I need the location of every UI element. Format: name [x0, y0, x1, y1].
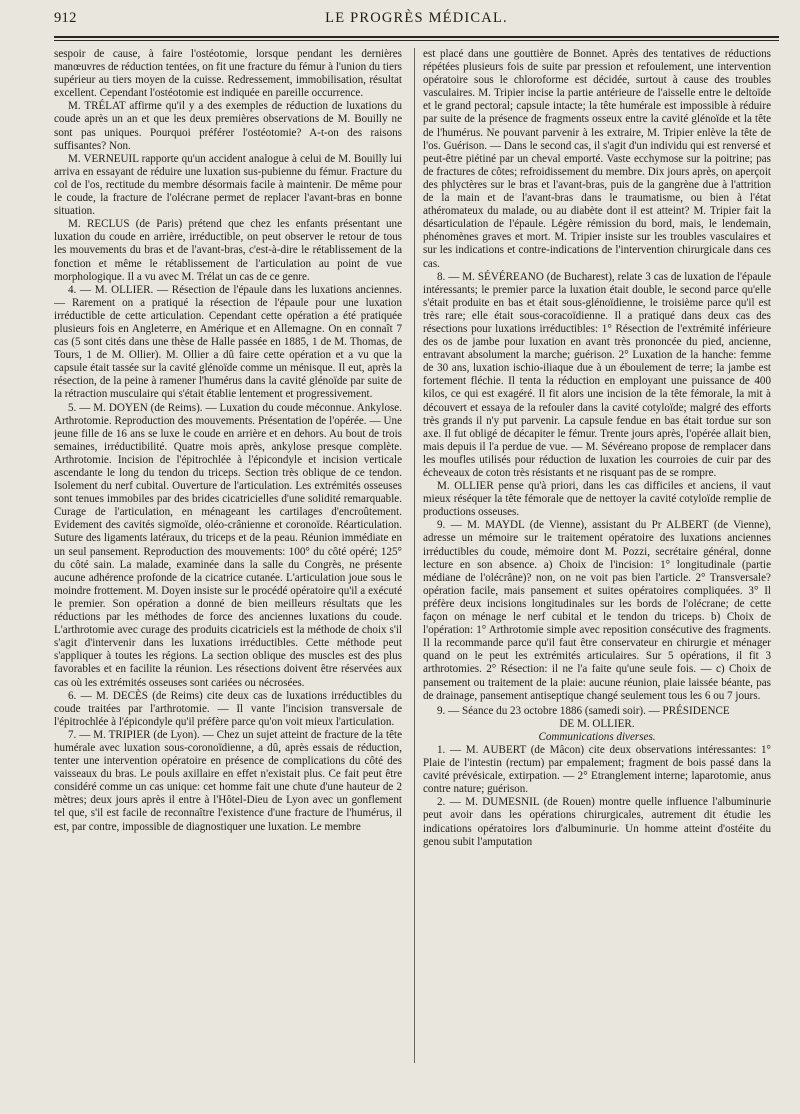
header-rule-thick [54, 36, 779, 38]
session-president: DE M. OLLIER. [559, 717, 635, 730]
paragraph: 8. — M. SÉVÉREANO (de Bucharest), relate 3 cas de luxation de l'épaule intéressants; le premier parce la luxation était double, le second parce qu'elle s'était produite en bas et était sous-glénoïdienne, le troisième parce qu'il est très rare; elle était sous-coracoïdienne. Il a pratiqué dans deux cas des résections pour luxations irréductibles: 1° Résection de l'extrémité inférieure des os de jambe pour luxation en avant très prononcée du pied, ancienne, entravant absolument la marche; guérison. 2° Luxation de la hanche: femme de 30 ans, luxation ischio-iliaque due à un éboulement de terre; la jambe est fortement fléchie. Il tenta la réduction en employant une puissance de 400 kilos, ce qui est exagéré. Il fit alors une incision de la tête fémorale, la mit à découvert et essaya de la refouler dans la cavité cotyloïde; malgré des efforts très grands il n'y put parvenir. La capsule fendue en bas était tordue sur son axe. Il fut obligé de décapiter le fémur. Trente jours après, l'opérée allait bien, mais depuis il l'a perdue de vue. — M. Sévéreano propose de remplacer dans les moufles utilisés pour réduction de luxation les courroies de cuir par des écheveaux de coton très résistants et ne risquant pas de se rompre. [423, 270, 771, 479]
journal-title: LE PROGRÈS MÉDICAL. [325, 10, 508, 26]
section-subtitle: Communications diverses. [538, 730, 656, 743]
left-column [54, 48, 402, 1108]
right-column [423, 48, 771, 1108]
paragraph: M. OLLIER pense qu'à priori, dans les cas difficiles et anciens, il vaut mieux réséquer la tête fémorale que de nettoyer la cavité cotyloïde remplie de productions osseuses. [423, 480, 771, 519]
column-divider [414, 48, 415, 1063]
page-number: 912 [54, 10, 77, 26]
paragraph: M. VERNEUIL rapporte qu'un accident analogue à celui de M. Bouilly lui arriva en essayant de réduire une luxation sus-pubienne du fémur. Fracture du col de l'os, rectitude du membre désormais facile à maintenir. De même pour le coude, la fracture de l'olécrane permet de replacer l'avant-bras en bonne situation. [54, 152, 402, 218]
paragraph: 7. — M. TRIPIER (de Lyon). — Chez un sujet atteint de fracture de la tête humérale avec luxation sous-coronoïdienne, a dû, après essais de réduction, tenter une intervention opératoire en présence de complications du côté des vaisseaux du bras. Le pouls axillaire en effet n'existait plus. Ce fait peut être considéré comme un cas unique: cet homme fait une chute d'une hauteur de 2 mètres; deux jours après il entre à l'Hôtel-Dieu de Lyon avec un gonflement tel que, s'il est facile de reconnaître l'existence d'une fracture de l'humérus, il est, par contre, impossible de diagnostiquer une luxation. Le membre [54, 728, 402, 833]
paragraph: 1. — M. AUBERT (de Mâcon) cite deux observations intéressantes: 1° Plaie de l'intestin (rectum) par empalement; fragment de bois passé dans la cavité prévésicale, extirpation. — 2° Etranglement interne; laparotomie, anus contre nature; guérison. [423, 743, 771, 796]
paragraph: M. TRÉLAT affirme qu'il y a des exemples de réduction de luxations du coude après un an et que les deux premières observations de M. Bouilly ne sont pas uniques. Pourquoi préférer l'ostéotomie? A-t-on des raisons suffisantes? Non. [54, 100, 402, 152]
paragraph: 2. — M. DUMESNIL (de Rouen) montre quelle influence l'albuminurie peut avoir dans les opérations chirurgicales, autrement dit étudie les indications opératoires lors d'albuminurie. Un homme atteint d'ostéite du genou subit l'amputation [423, 796, 771, 848]
paragraph: 6. — M. DECÈS (de Reims) cite deux cas de luxations irréductibles du coude traitées par l'arthrotomie. — Il vante l'incision transversale de l'épitrochlée à l'épicondyle qu'il préfère parce qu'on voit mieux l'articulation. [54, 689, 402, 728]
paragraph: 4. — M. OLLIER. — Résection de l'épaule dans les luxations anciennes. — Rarement on a pratiqué la résection de l'épaule pour une luxation irréductible de cette articulation. Cependant cette opération a été pratiquée plusieurs fois en Angleterre, en Amérique et en Allemagne. On en connaît 7 cas (5 sont cités dans une thèse de Halle passée en 1885, 1 de M. Thomas, de Tours, 1 de M. Ollier). M. Ollier a dû faire cette opération et a vu que la capsule était tassée sur la cavité glénoïde comme un ménisque. Il eut, après la résection, de la peine à ramener l'humérus dans la cavité glénoïde par suite de la rétraction musculaire qui s'était établie lentement et progressivement. [54, 283, 402, 401]
header-rule-thin [54, 40, 779, 41]
paragraph: 9. — M. MAYDL (de Vienne), assistant du Pr ALBERT (de Vienne), adresse un mémoire sur le traitement opératoire des luxations anciennes irréductibles du coude, mémoire dont M. Pozzi, secrétaire général, donne lecture en son absence. a) Choix de l'incision: 1° longitudinale (partie médiane de l'olécrâne)? non, on ne voit pas bien l'article. 2° Transversale? opération facile, mais pansement et suites opératoires compliquées. 3° Il préfère deux incisions longitudinales sur les bords de l'olécrane; de cette façon on ménage le nerf cubital et le tendon du triceps. b) Choix de l'opération: 1° Arthrotomie simple avec reposition consécutive des fragments. Il la recommande parce qu'il faut être conservateur en chirurgie et ménager quand on le peut les extrémités articulaires. Sur 5 opérations, il fit 3 arthrotomies. 2° Résection: il ne l'a faite qu'une seule fois. — c) Choix de pansement ou traitement de la plaie: aucune réunion, plaie laissée béante, pas de drainage, pansement antiseptique changé seulement tous les 6 ou 7 jours. [423, 519, 771, 702]
session-heading: 9. — Séance du 23 octobre 1886 (samedi soir). — PRÉSIDENCE [437, 704, 730, 717]
paragraph: est placé dans une gouttière de Bonnet. Après des tentatives de réductions répétées plusieurs fois de suite par pression et refoulement, une intervention opératoire sous le chloroforme est décidée, surtout à cause des troubles vasculaires. M. Tripier incise la partie antérieure de l'aisselle entre le deltoïde et le grand pectoral; capsule intacte; la tête humérale est impossible à réduire par suite de la présence de fragments osseux entre la cavité glénoïde et la tête de l'humérus. Ne pouvant parvenir à les extraire, M. Tripier enlève la tête de l'os. Guérison. — Dans le second cas, il s'agit d'un individu qui est renversé et peut-être piétiné par un cheval emporté. Vaste ecchymose sur la poitrine; pas de fractures de côtes; refroidissement du membre. Dix jours après, on aperçoit des phlyctères sur le bras et l'avant-bras, puis de la gangrène due à l'attrition de la main et de l'avant-bras dans le traumatisme, ou bien à l'état athéromateux du malade, ou au diabète dont il est atteint? M. Tripier fait la désarticulation de l'épaule. Légère rémission du bord, mais, le lendemain, phénomènes graves et mort. M. Tripier insiste sur les troubles vasculaires et sur les indications et contre-indications de l'intervention chirurgicale dans ces cas. [423, 48, 771, 270]
paragraph: M. RECLUS (de Paris) prétend que chez les enfants présentant une luxation du coude en arrière, irréductible, on peut observer le retour de tous les mouvements du bras et de l'avant-bras, c'est-à-dire le rétablissement de la fonction et même le rétablissement de l'articulation au point de vue morphologique. Il a vu avec M. Trélat un cas de ce genre. [54, 218, 402, 283]
page-header [54, 10, 779, 34]
paragraph: 5. — M. DOYEN (de Reims). — Luxation du coude méconnue. Ankylose. Arthrotomie. Reproduction des mouvements. Présentation de l'opérée. — Une jeune fille de 16 ans se luxe le coude en arrière et en dehors. Au bout de trois semaines, irréductibilité. Quatre mois après, ankylose presque complète. Arthrotomie. Incision de l'épitrochlée à l'épicondyle et incision verticale ascendante le long du tendon du triceps. Section très oblique de ce tendon. Isolement du nerf cubital. Ouverture de l'articulation. Les extrémités osseuses sont tenues immobiles par des brides cicatricielles d'une solidité remarquable. Curage de l'articulation, en ménageant les cartilages d'encroûtement. Evidement des cavités sigmoïde, oléo-crânienne et coronoïde. Réarticulation. Suture des ligaments latéraux, du triceps et de la peau. Réunion immédiate en un seul pansement. Reproduction des mouvements: 100° du côté opéré; 125° du côté sain. La malade, examinée dans la salle du Congrès, ne présente aucune adhérence profonde de la cicatrice cutanée. L'articulation joue sous le moindre frottement. M. Doyen insiste sur le procédé opératoire qu'il a exécuté le premier. Son opération a donné de bien meilleurs résultats que les réductions par les méthodes de force des anciennes luxations du coude. L'arthrotomie avec curage des produits cicatriciels est la méthode de choix s'il s'agit d'intervenir dans les luxations irréductibles. Cette méthode peut s'appliquer à toutes les régions. La section oblique des muscles est des plus favorables et en facilite la réunion. Les résections doivent être réservées aux cas où les extrémités osseuses sont cariées ou nécrosées. [54, 401, 402, 689]
paragraph: sespoir de cause, à faire l'ostéotomie, lorsque pendant les dernières manœuvres de réduction tentées, on fit une fracture du fémur à l'union du tiers supérieur au tiers moyen de la cuisse. Redressement, immobilisation, résultat excellent. Cependant l'ostéotomie est indiquée en pareille occurrence. [54, 48, 402, 100]
